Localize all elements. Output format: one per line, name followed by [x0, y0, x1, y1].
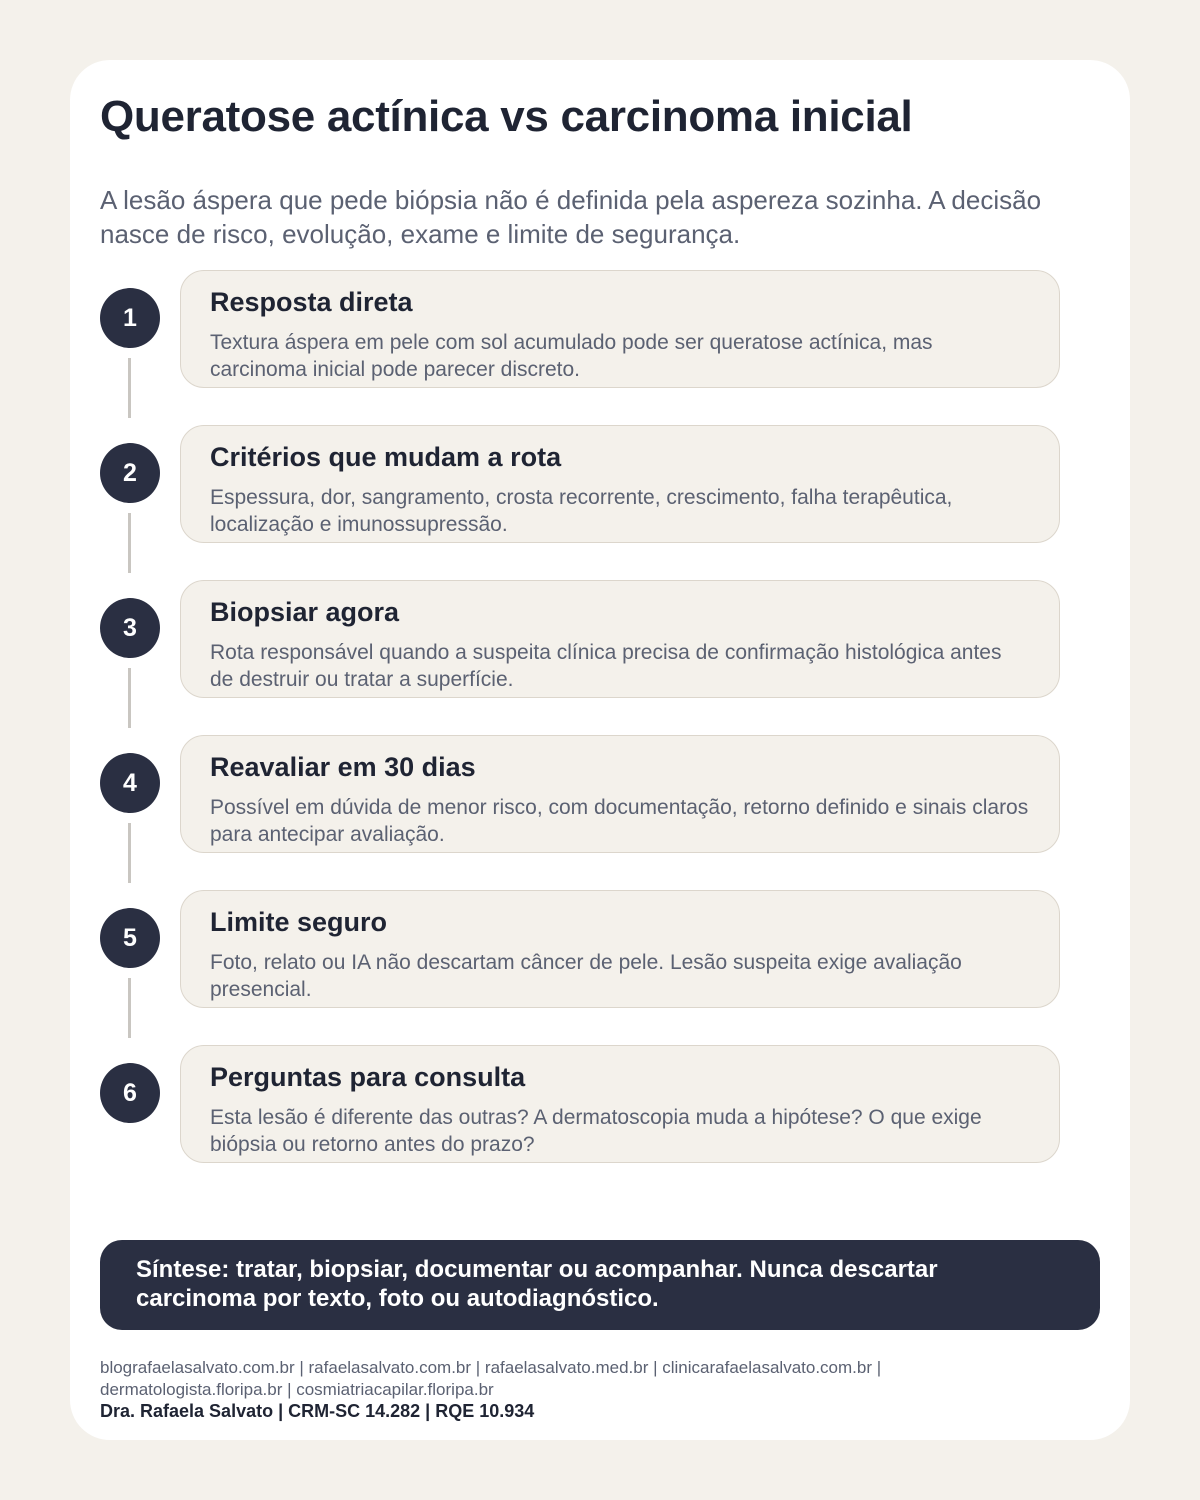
step-description: Foto, relato ou IA não descartam câncer de pele. Lesão suspeita exige avaliação presencial.	[210, 951, 962, 1001]
step-number-6: 6	[100, 1063, 160, 1123]
page-title: Queratose actínica vs carcinoma inicial	[100, 92, 913, 141]
step-card-2	[180, 425, 1060, 543]
step-connector	[128, 668, 131, 728]
step-connector	[128, 823, 131, 883]
step-number-1: 1	[100, 288, 160, 348]
step-connector	[128, 358, 131, 418]
step-card-1	[180, 270, 1060, 388]
step-title: Resposta direta	[210, 287, 413, 317]
step-title: Perguntas para consulta	[210, 1062, 526, 1092]
synthesis-banner: Síntese: tratar, biopsiar, documentar ou acompanhar. Nunca descartar carcinoma por texto, foto ou autodiagnóstico.	[100, 1240, 1100, 1330]
step-description: Textura áspera em pele com sol acumulado pode ser queratose actínica, mas carcinoma inicial pode parecer discreto.	[210, 331, 933, 381]
step-title: Biopsiar agora	[210, 597, 400, 627]
step-title: Reavaliar em 30 dias	[210, 752, 476, 782]
step-number-4: 4	[100, 753, 160, 813]
step-connector	[128, 513, 131, 573]
footer-signature: Dra. Rafaela Salvato | CRM-SC 14.282 | RQE 10.934	[100, 1401, 535, 1421]
step-card-4	[180, 735, 1060, 853]
step-card-3	[180, 580, 1060, 698]
step-card-6	[180, 1045, 1060, 1163]
step-connector	[128, 978, 131, 1038]
step-description: Rota responsável quando a suspeita clínica precisa de confirmação histológica antes de destruir ou tratar a superfície.	[210, 641, 1002, 691]
step-title: Limite seguro	[210, 907, 388, 937]
step-title: Critérios que mudam a rota	[210, 442, 562, 472]
page-subtitle: A lesão áspera que pede biópsia não é definida pela aspereza sozinha. A decisão nasce de risco, evolução, exame e limite de segurança.	[100, 185, 1042, 249]
step-number-5: 5	[100, 908, 160, 968]
step-number-3: 3	[100, 598, 160, 658]
step-number-2: 2	[100, 443, 160, 503]
step-description: Esta lesão é diferente das outras? A dermatoscopia muda a hipótese? O que exige biópsia ou retorno antes do prazo?	[210, 1106, 982, 1156]
step-description: Possível em dúvida de menor risco, com documentação, retorno definido e sinais claros para antecipar avaliação.	[210, 796, 1029, 846]
footer-links: blografaelasalvato.com.br | rafaelasalvato.com.br | rafaelasalvato.med.br | clinicarafaelasalvato.com.br | dermatologista.floripa.br | cosmiatriacapilar.floripa.br	[100, 1358, 882, 1399]
step-card-5	[180, 890, 1060, 1008]
step-description: Espessura, dor, sangramento, crosta recorrente, crescimento, falha terapêutica, localização e imunossupressão.	[210, 486, 953, 536]
